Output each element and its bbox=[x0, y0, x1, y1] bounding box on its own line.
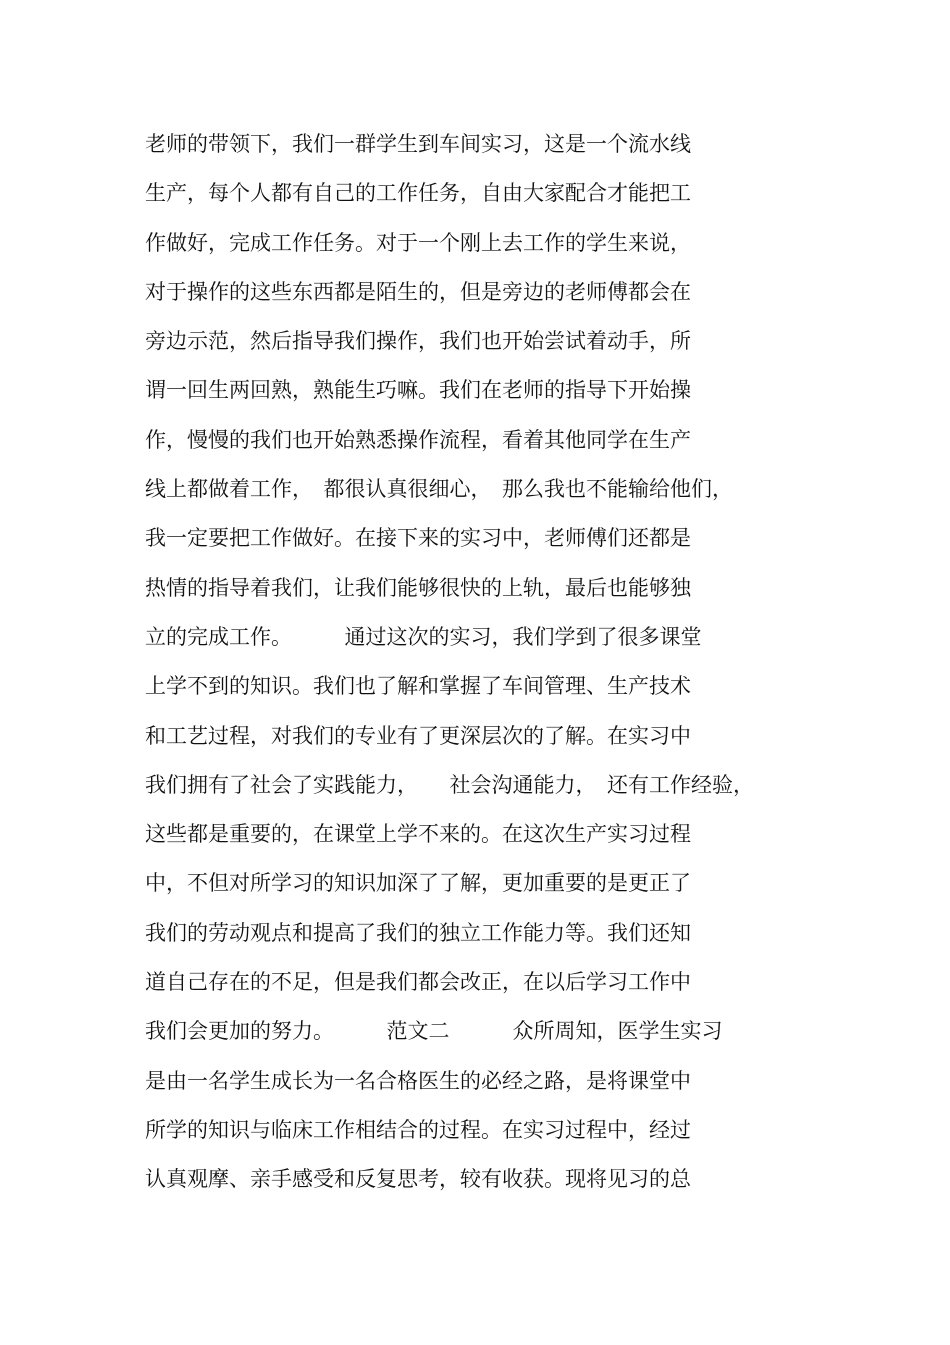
text-line: 我们拥有了社会了实践能力， 社会沟通能力， 还有工作经验， bbox=[145, 772, 754, 797]
text-line: 是由一名学生成长为一名合格医生的必经之路，是将课堂中 bbox=[145, 1068, 691, 1093]
text-line: 作做好，完成工作任务。对于一个刚上去工作的学生来说， bbox=[145, 230, 691, 255]
text-line: 老师的带领下，我们一群学生到车间实习，这是一个流水线 bbox=[145, 132, 691, 156]
text-line: 这些都是重要的，在课堂上学不来的。在这次生产实习过程 bbox=[145, 822, 691, 847]
text-line: 道自己存在的不足，但是我们都会改正，在以后学习工作中 bbox=[145, 970, 691, 995]
text-line: 和工艺过程，对我们的专业有了更深层次的了解。在实习中 bbox=[145, 723, 691, 748]
text-line: 我一定要把工作做好。在接下来的实习中，老师傅们还都是 bbox=[145, 526, 691, 551]
text-line: 我们会更加的努力。 范文二 众所周知，医学生实习 bbox=[145, 1019, 723, 1044]
text-line: 所学的知识与临床工作相结合的过程。在实习过程中，经过 bbox=[145, 1117, 691, 1142]
text-line: 谓一回生两回熟，熟能生巧嘛。我们在老师的指导下开始操 bbox=[145, 378, 691, 403]
text-line: 我们的劳动观点和提高了我们的独立工作能力等。我们还知 bbox=[145, 920, 691, 945]
text-line: 旁边示范，然后指导我们操作，我们也开始尝试着动手，所 bbox=[145, 329, 691, 354]
text-line: 热情的指导着我们，让我们能够很快的上轨，最后也能够独 bbox=[145, 575, 691, 600]
body-text bbox=[145, 120, 825, 1205]
text-line: 对于操作的这些东西都是陌生的，但是旁边的老师傅都会在 bbox=[145, 279, 691, 304]
text-line: 立的完成工作。 通过这次的实习，我们学到了很多课堂 bbox=[145, 624, 702, 649]
text-line: 上学不到的知识。我们也了解和掌握了车间管理、生产技术 bbox=[145, 674, 691, 699]
text-line: 认真观摩、亲手感受和反复思考，较有收获。现将见习的总 bbox=[145, 1167, 691, 1192]
text-line: 作，慢慢的我们也开始熟悉操作流程，看着其他同学在生产 bbox=[145, 427, 691, 452]
text-line: 生产，每个人都有自己的工作任务，自由大家配合才能把工 bbox=[145, 181, 691, 206]
text-line: 线上都做着工作， 都很认真很细心， 那么我也不能输给他们， bbox=[145, 477, 733, 502]
text-line: 中，不但对所学习的知识加深了了解，更加重要的是更正了 bbox=[145, 871, 691, 896]
